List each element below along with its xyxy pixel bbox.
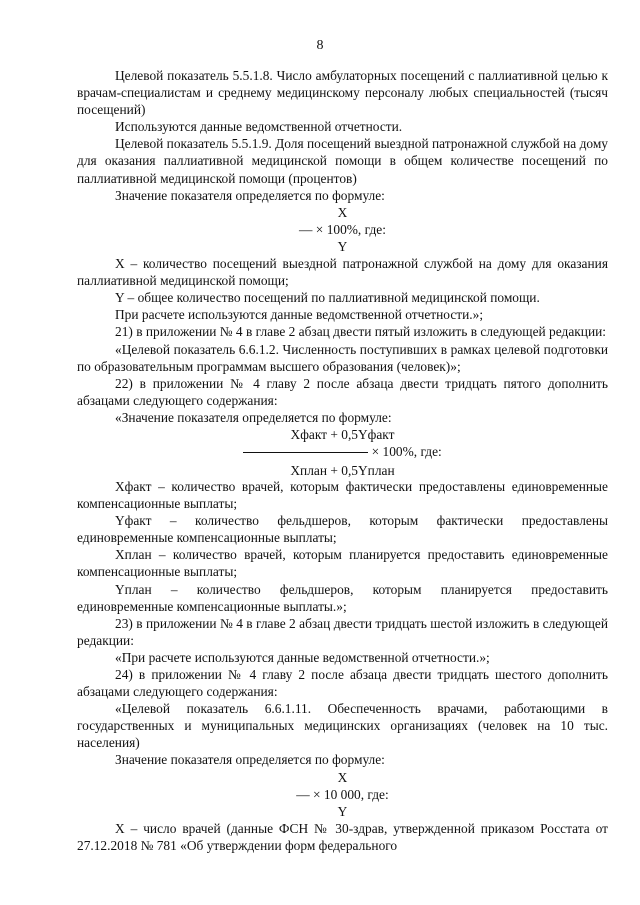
formula-fraction-line <box>77 786 608 803</box>
paragraph: 21) в приложении № 4 в главе 2 абзац двести пятый изложить в следующей редакции: <box>115 324 606 340</box>
formula-compensation <box>77 426 608 478</box>
fraction-bar: — <box>299 221 313 237</box>
paragraph: «Целевой показатель 6.6.1.11. Обеспеченность врачами, работающими в государственных и муниципальных медицинских организациях (человек на 10 тыс. населения) <box>77 701 608 751</box>
paragraph: Целевой показатель 5.5.1.9. Доля посещений выездной патронажной службой на дому для оказания паллиативной медицинской помощи в общем количестве посещений по паллиативной медицинской помощи (процентов) <box>77 136 609 186</box>
fraction-bar: — <box>296 786 310 802</box>
document-body <box>77 67 608 854</box>
formula-denominator: Xплан + 0,5Yплан <box>290 462 395 478</box>
formula-numerator: Xфакт + 0,5Yфакт <box>290 426 395 442</box>
formula-denominator: Y <box>337 238 348 254</box>
paragraph: Yфакт – количество фельдшеров, которым фактически предоставлены единовременные компенсационные выплаты; <box>77 513 608 546</box>
paragraph: X – количество посещений выездной патронажной службой на дому для оказания паллиативной медицинской помощи; <box>77 256 608 289</box>
fraction-bar <box>243 452 368 453</box>
formula-numerator: X <box>337 769 348 785</box>
formula-numerator: X <box>337 204 348 220</box>
formula-percent <box>77 204 608 255</box>
paragraph: 22) в приложении № 4 главу 2 после абзаца двести тридцать пятого дополнить абзацами следующего содержания: <box>77 375 608 408</box>
formula-fraction-line <box>77 221 608 238</box>
formula-multiplier: × 100%, где: <box>371 443 442 459</box>
paragraph: Значение показателя определяется по формуле: <box>115 752 385 768</box>
formula-fraction-line <box>77 443 608 460</box>
paragraph: Xфакт – количество врачей, которым фактически предоставлены единовременные компенсационные выплаты; <box>77 478 608 512</box>
paragraph: «При расчете используются данные ведомственной отчетности.»; <box>115 649 490 665</box>
formula-per-10000 <box>77 769 608 820</box>
paragraph: Xплан – количество врачей, которым планируется предоставить единовременные компенсационные выплаты; <box>77 547 608 580</box>
paragraph: «Целевой показатель 6.6.1.2. Численность поступивших в рамках целевой подготовки по образовательным программам высшего образования (человек)»; <box>77 341 608 374</box>
formula-denominator: Y <box>337 803 348 819</box>
paragraph: X – число врачей (данные ФСН № 30-здрав, утвержденной приказом Росстата от 27.12.2018 № 781 «Об утверждении форм федерального <box>77 820 608 853</box>
paragraph: 24) в приложении № 4 главу 2 после абзаца двести тридцать шестого дополнить абзацами следующего содержания: <box>77 667 608 700</box>
paragraph: Целевой показатель 5.5.1.8. Число амбулаторных посещений с паллиативной целью к врачам-специалистам и среднему медицинскому персоналу любых специальностей (тысяч посещений) <box>77 68 608 118</box>
paragraph: Используются данные ведомственной отчетности. <box>115 119 403 135</box>
paragraph: «Значение показателя определяется по формуле: <box>115 409 392 425</box>
paragraph: Y – общее количество посещений по паллиативной медицинской помощи. <box>115 290 540 306</box>
formula-multiplier: × 100%, где: <box>315 221 386 237</box>
paragraph: 23) в приложении № 4 в главе 2 абзац двести тридцать шестой изложить в следующей редакции: <box>77 615 608 648</box>
formula-multiplier: × 10 000, где: <box>313 786 389 802</box>
paragraph: Значение показателя определяется по формуле: <box>115 187 385 203</box>
paragraph: Yплан – количество фельдшеров, которым планируется предоставить единовременные компенсационные выплаты.»; <box>77 581 608 614</box>
page-number: 8 <box>316 38 324 53</box>
paragraph: При расчете используются данные ведомственной отчетности.»; <box>115 307 484 323</box>
